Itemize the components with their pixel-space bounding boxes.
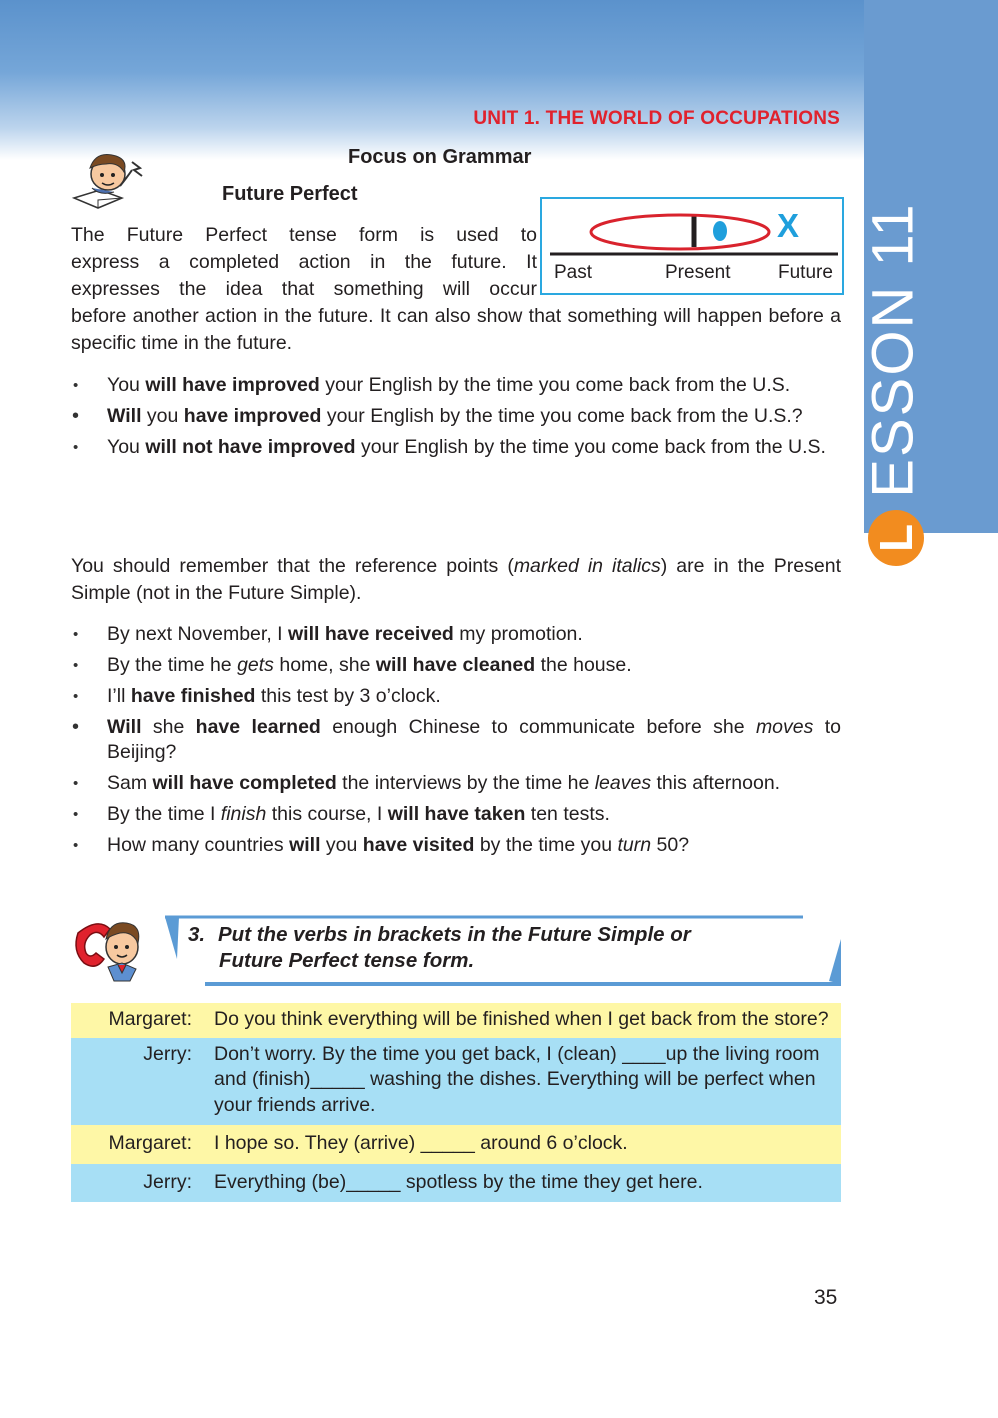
dialog-table xyxy=(71,1003,841,1202)
dialog-row xyxy=(71,1038,841,1126)
speaker-name: Margaret: xyxy=(108,1132,192,1154)
dialog-line: Do you think everything will be finished when I get back from the store? xyxy=(214,1008,829,1030)
timeline-label-future: Future xyxy=(778,262,833,283)
task-text-line2: Future Perfect tense form. xyxy=(219,949,475,972)
top-blue-band xyxy=(0,0,864,160)
unit-title: UNIT 1. THE WORLD OF OCCUPATIONS xyxy=(473,108,840,129)
thinking-boy-icon xyxy=(70,146,146,216)
lesson-initial-letter: L xyxy=(869,523,922,553)
dialog-line: I hope so. They (arrive) _____ around 6 o’clock. xyxy=(214,1132,628,1154)
example-list-2 xyxy=(71,622,841,858)
focus-heading: Focus on Grammar xyxy=(348,146,532,168)
future-marker: X xyxy=(777,207,800,244)
dialog-line: Everything (be)_____ spotless by the time they get here. xyxy=(214,1170,703,1193)
list-item: • You will have improved your English by the time you come back from the U.S. xyxy=(71,373,841,398)
speaker-name: Jerry: xyxy=(143,1042,192,1065)
topic-heading: Future Perfect xyxy=(222,183,358,205)
list-item: • By the time I finish this course, I will have taken ten tests. xyxy=(71,802,841,827)
intro-paragraph xyxy=(71,222,841,357)
example-list-1 xyxy=(71,373,841,460)
lesson-initial-badge xyxy=(868,510,924,566)
timeline-label-present: Present xyxy=(665,262,731,283)
lesson-label xyxy=(861,195,927,505)
dialog-row xyxy=(71,1125,841,1164)
list-item: • Sam will have completed the interviews by the time he leaves this afternoon. xyxy=(71,771,841,796)
list-item: • By next November, I will have received my promotion. xyxy=(71,622,841,647)
list-item: • I’ll have finished this test by 3 o’clock. xyxy=(71,684,841,709)
list-item: • You will not have improved your English by the time you come back from the U.S. xyxy=(71,435,841,460)
grammar-boy-icon xyxy=(70,913,160,985)
page-number: 35 xyxy=(814,1286,838,1309)
dialog-row xyxy=(71,1003,841,1038)
timeline-label-past: Past xyxy=(554,262,593,283)
dialog-row xyxy=(71,1164,841,1203)
task-number: 3. xyxy=(188,923,206,946)
task-text-line1: Put the verbs in brackets in the Future Simple or xyxy=(218,923,691,946)
dialog-line: Don’t worry. By the time you get back, I (clean) ____up the living room and (finish)_____ washing the dishes. Everything will be perfect when your friends arrive. xyxy=(214,1042,820,1116)
list-item: • Will you have improved your English by the time you come back from the U.S.? xyxy=(71,404,841,429)
task-instruction xyxy=(188,922,808,974)
intro-line: The Future Perfect tense form is used to xyxy=(71,224,537,246)
intro-line: express a completed action in the future. It xyxy=(71,251,537,273)
speaker-name: Jerry: xyxy=(143,1170,192,1193)
list-item: • Will she have learned enough Chinese to communicate before she moves to Beijing? xyxy=(71,715,841,765)
lesson-label-text: ESSON 11 xyxy=(861,202,927,498)
list-item: • By the time he gets home, she will have cleaned the house. xyxy=(71,653,841,678)
speaker-name: Margaret: xyxy=(108,1008,192,1030)
list-item: • How many countries will you have visited by the time you turn 50? xyxy=(71,833,841,858)
intro-line: expresses the idea that something will occur xyxy=(71,278,537,300)
reference-note: You should remember that the reference points (marked in italics) are in the Present Simple (not in the Future Simple). xyxy=(71,555,841,604)
intro-continuation: before another action in the future. It can also show that something will happen before a specific time in the future. xyxy=(71,305,841,354)
